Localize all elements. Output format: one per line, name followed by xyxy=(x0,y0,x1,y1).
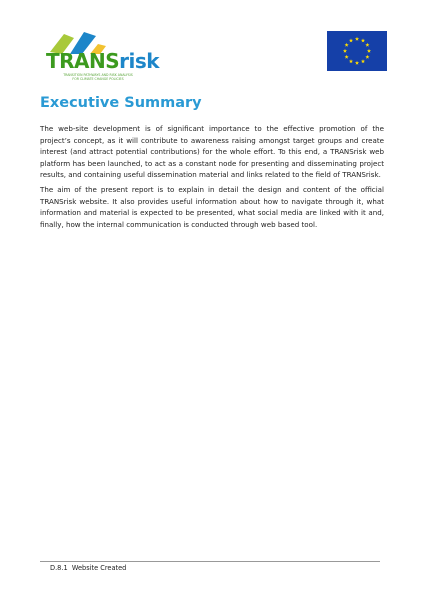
logo-wordmark: TRANSrisk xyxy=(46,49,160,73)
eu-star-icon xyxy=(345,43,349,47)
eu-star-icon xyxy=(365,55,369,59)
eu-star-icon xyxy=(349,38,353,42)
eu-star-icon xyxy=(345,55,349,59)
summary-paragraph-2: The aim of the present report is to explain in detail the design and content of the official TRANSrisk website. It also provides useful information about how to navigate through it, what information and material is expected to be presented, what social media are linked with it and, finally, how the internal communication is conducted through web based tool. xyxy=(40,185,384,229)
footer-doc-label: D.8.1 Website Created xyxy=(50,564,127,572)
eu-star-icon xyxy=(365,43,369,47)
eu-star-icon xyxy=(343,49,347,53)
eu-flag-icon xyxy=(327,31,387,71)
eu-star-icon xyxy=(355,37,359,41)
eu-star-icon xyxy=(361,59,365,63)
eu-star-icon xyxy=(355,61,359,65)
summary-paragraph-1: The web-site development is of significant importance to the effective promotion of the project’s concept, as it will contribute to awareness raising amongst target groups and create interest (and attract potential contributions) for the whole effort. To this end, a TRANSrisk web platform has been launched, to act as a constant node for presenting and disseminating project results, and containing useful dissemination material and links related to the field of TRANSrisk. xyxy=(40,124,384,179)
page-title: Executive Summary xyxy=(40,95,202,111)
logo-tagline: TRANSITION PATHWAYS AND RISK ANALYSIS FOR CLIMATE CHANGE POLICIES xyxy=(63,73,133,81)
eu-star-icon xyxy=(349,59,353,63)
transrisk-logo xyxy=(44,28,160,86)
eu-star-icon xyxy=(367,49,371,53)
footer-divider xyxy=(40,561,380,562)
eu-star-icon xyxy=(361,38,365,42)
